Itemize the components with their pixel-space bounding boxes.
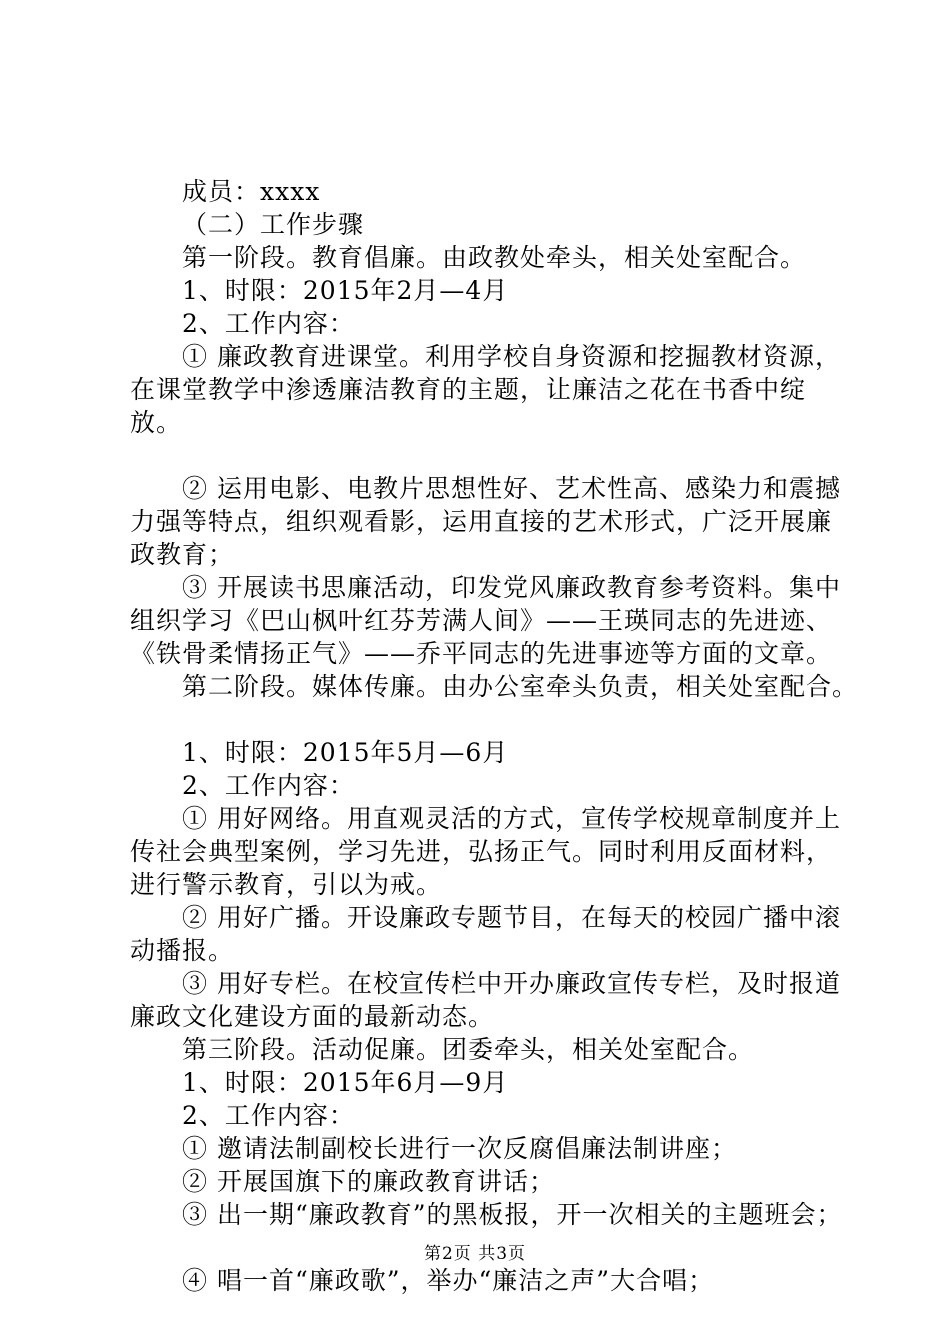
paragraph-members: 成员：xxxx (182, 177, 321, 206)
page-footer (0, 1243, 950, 1265)
stage-two-item-2: ② 用好广播。开设廉政专题节目，在每天的校园广播中滚动播报。 (130, 903, 841, 965)
stage-three-content-label: 2、工作内容： (182, 1101, 355, 1130)
stage-two-heading: 第二阶段。媒体传廉。由办公室牵头负责，相关处室配合。 (182, 672, 859, 701)
stage-one-item-3: ③ 开展读书思廉活动，印发党风廉政教育参考资料。集中组织学习《巴山枫叶红芬芳满人间》——王瑛同志的先进迹、《铁骨柔情扬正气》——乔平同志的先进事迹等方面的文章。 (130, 573, 841, 668)
section-heading-steps: （二）工作步骤 (182, 210, 365, 239)
stage-three-time-limit: 1、时限：2015年6月—9月 (182, 1068, 509, 1097)
stage-two-item-1: ① 用好网络。用直观灵活的方式，宣传学校规章制度并上传社会典型案例，学习先进，弘扬正气。同时利用反面材料，进行警示教育，引以为戒。 (130, 804, 841, 899)
stage-three-item-1: ① 邀请法制副校长进行一次反腐倡廉法制讲座； (182, 1134, 737, 1163)
stage-one-content-label: 2、工作内容： (182, 309, 355, 338)
stage-one-time-limit: 1、时限：2015年2月—4月 (182, 276, 509, 305)
stage-three-item-2: ② 开展国旗下的廉政教育讲话； (182, 1167, 555, 1196)
stage-three-item-3: ③ 出一期“廉政教育”的黑板报，开一次相关的主题班会； (182, 1200, 843, 1229)
page-number: 第2页 共3页 (423, 1244, 527, 1264)
document-body (130, 175, 859, 1297)
stage-three-item-4: ④ 唱一首“廉政歌”，举办“廉洁之声”大合唱； (182, 1266, 715, 1295)
stage-one-item-1: ① 廉政教育进课堂。利用学校自身资源和挖掘教材资源，在课堂教学中渗透廉洁教育的主题，让廉洁之花在书香中绽放。 (130, 342, 841, 437)
stage-one-item-2: ② 运用电影、电教片思想性好、艺术性高、感染力和震撼力强等特点，组织观看影，运用直接的艺术形式，广泛开展廉政教育； (130, 474, 841, 569)
stage-three-heading: 第三阶段。活动促廉。团委牵头，相关处室配合。 (182, 1035, 755, 1064)
stage-two-item-3: ③ 用好专栏。在校宣传栏中开办廉政宣传专栏，及时报道廉政文化建设方面的最新动态。 (130, 969, 841, 1031)
stage-one-heading: 第一阶段。教育倡廉。由政教处牵头，相关处室配合。 (182, 243, 807, 272)
stage-two-time-limit: 1、时限：2015年5月—6月 (182, 738, 509, 767)
stage-two-content-label: 2、工作内容： (182, 771, 355, 800)
